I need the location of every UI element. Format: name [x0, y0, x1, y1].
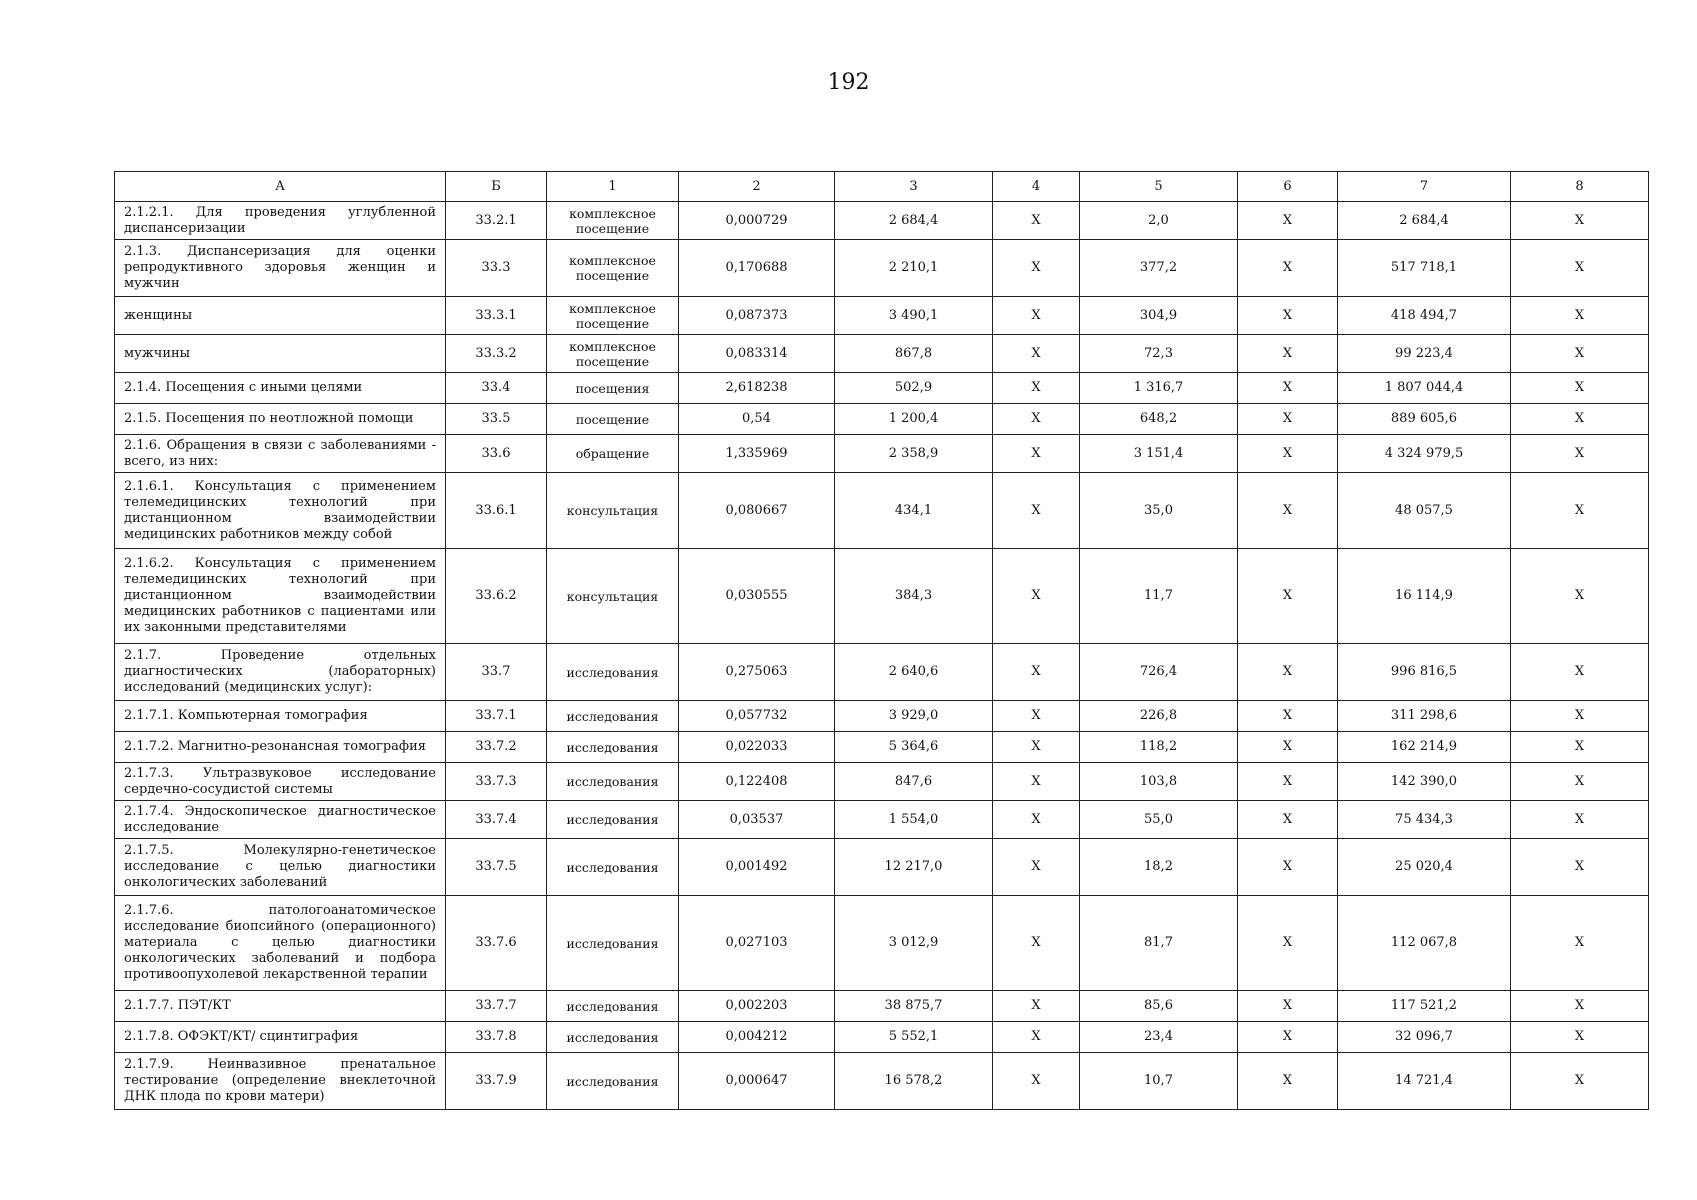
row-col4-cell: X — [993, 1022, 1080, 1053]
row-unit-cell: комплексное посещение — [547, 335, 679, 373]
table-row — [115, 732, 1649, 763]
table-row — [115, 1022, 1649, 1053]
row-name-cell: 2.1.5. Посещения по неотложной помощи — [115, 404, 446, 435]
row-code-cell: 33.2.1 — [446, 202, 547, 240]
table-row — [115, 763, 1649, 801]
row-code-cell: 33.7.7 — [446, 991, 547, 1022]
row-col3-cell: 502,9 — [835, 373, 993, 404]
row-col4-cell: X — [993, 801, 1080, 839]
row-col3-cell: 38 875,7 — [835, 991, 993, 1022]
row-code-cell: 33.7.9 — [446, 1053, 547, 1110]
row-col8-cell: X — [1511, 896, 1649, 991]
row-unit-cell: исследования — [547, 839, 679, 896]
row-col7-cell: 25 020,4 — [1338, 839, 1511, 896]
row-col3-cell: 867,8 — [835, 335, 993, 373]
row-col2-cell: 0,027103 — [679, 896, 835, 991]
row-col2-cell: 0,170688 — [679, 240, 835, 297]
row-col5-cell: 10,7 — [1080, 1053, 1238, 1110]
row-col4-cell: X — [993, 839, 1080, 896]
row-col8-cell: X — [1511, 373, 1649, 404]
row-col3-cell: 5 552,1 — [835, 1022, 993, 1053]
row-col7-cell: 142 390,0 — [1338, 763, 1511, 801]
row-col7-cell: 16 114,9 — [1338, 549, 1511, 644]
row-name-cell: 2.1.7.5. Молекулярно-генетическое исследование с целью диагностики онкологических заболеваний — [115, 839, 446, 896]
row-col3-cell: 16 578,2 — [835, 1053, 993, 1110]
row-col7-cell: 14 721,4 — [1338, 1053, 1511, 1110]
row-col8-cell: X — [1511, 763, 1649, 801]
row-col7-cell: 48 057,5 — [1338, 473, 1511, 549]
table-row — [115, 644, 1649, 701]
row-col8-cell: X — [1511, 435, 1649, 473]
row-col8-cell: X — [1511, 801, 1649, 839]
row-col8-cell: X — [1511, 202, 1649, 240]
row-col2-cell: 0,000647 — [679, 1053, 835, 1110]
row-name-cell: 2.1.7.2. Магнитно-резонансная томография — [115, 732, 446, 763]
row-col4-cell: X — [993, 991, 1080, 1022]
row-col5-cell: 85,6 — [1080, 991, 1238, 1022]
header-cell: 8 — [1511, 172, 1649, 202]
row-name-cell: 2.1.7.1. Компьютерная томография — [115, 701, 446, 732]
row-col6-cell: X — [1238, 763, 1338, 801]
row-code-cell: 33.3.2 — [446, 335, 547, 373]
table-row — [115, 240, 1649, 297]
row-unit-cell: посещения — [547, 373, 679, 404]
table-row — [115, 1053, 1649, 1110]
row-col6-cell: X — [1238, 839, 1338, 896]
row-col8-cell: X — [1511, 549, 1649, 644]
row-col8-cell: X — [1511, 240, 1649, 297]
row-col2-cell: 0,000729 — [679, 202, 835, 240]
row-name-cell: 2.1.4. Посещения с иными целями — [115, 373, 446, 404]
row-col7-cell: 4 324 979,5 — [1338, 435, 1511, 473]
row-col4-cell: X — [993, 644, 1080, 701]
row-col3-cell: 2 640,6 — [835, 644, 993, 701]
row-col8-cell: X — [1511, 839, 1649, 896]
row-col3-cell: 1 200,4 — [835, 404, 993, 435]
row-code-cell: 33.7.1 — [446, 701, 547, 732]
header-cell: 6 — [1238, 172, 1338, 202]
row-col3-cell: 2 684,4 — [835, 202, 993, 240]
row-col4-cell: X — [993, 896, 1080, 991]
row-name-cell: 2.1.7.3. Ультразвуковое исследование сердечно-сосудистой системы — [115, 763, 446, 801]
row-col2-cell: 2,618238 — [679, 373, 835, 404]
row-col2-cell: 0,030555 — [679, 549, 835, 644]
row-name-cell: мужчины — [115, 335, 446, 373]
row-col2-cell: 0,275063 — [679, 644, 835, 701]
page-number: 192 — [827, 70, 870, 95]
row-col3-cell: 3 012,9 — [835, 896, 993, 991]
row-col3-cell: 2 210,1 — [835, 240, 993, 297]
row-col8-cell: X — [1511, 732, 1649, 763]
header-cell: 1 — [547, 172, 679, 202]
row-col4-cell: X — [993, 373, 1080, 404]
row-col4-cell: X — [993, 240, 1080, 297]
row-col2-cell: 0,087373 — [679, 297, 835, 335]
row-unit-cell: исследования — [547, 801, 679, 839]
row-col4-cell: X — [993, 202, 1080, 240]
row-col8-cell: X — [1511, 1053, 1649, 1110]
table-row — [115, 335, 1649, 373]
header-cell: Б — [446, 172, 547, 202]
row-unit-cell: исследования — [547, 701, 679, 732]
row-name-cell: 2.1.7.9. Неинвазивное пренатальное тестирование (определение внеклеточной ДНК плода по крови матери) — [115, 1053, 446, 1110]
row-col2-cell: 0,001492 — [679, 839, 835, 896]
header-row — [115, 172, 1649, 202]
row-name-cell: 2.1.7.4. Эндоскопическое диагностическое исследование — [115, 801, 446, 839]
row-col4-cell: X — [993, 473, 1080, 549]
row-col8-cell: X — [1511, 701, 1649, 732]
table-row — [115, 473, 1649, 549]
row-unit-cell: исследования — [547, 991, 679, 1022]
row-col2-cell: 1,335969 — [679, 435, 835, 473]
row-name-cell: 2.1.6. Обращения в связи с заболеваниями - всего, из них: — [115, 435, 446, 473]
table-row — [115, 991, 1649, 1022]
row-col6-cell: X — [1238, 240, 1338, 297]
row-unit-cell: комплексное посещение — [547, 202, 679, 240]
row-code-cell: 33.3.1 — [446, 297, 547, 335]
row-col3-cell: 5 364,6 — [835, 732, 993, 763]
row-col4-cell: X — [993, 763, 1080, 801]
row-col5-cell: 3 151,4 — [1080, 435, 1238, 473]
table-row — [115, 435, 1649, 473]
row-col2-cell: 0,022033 — [679, 732, 835, 763]
row-unit-cell: исследования — [547, 1053, 679, 1110]
row-col4-cell: X — [993, 435, 1080, 473]
row-code-cell: 33.7.6 — [446, 896, 547, 991]
row-col5-cell: 1 316,7 — [1080, 373, 1238, 404]
row-col5-cell: 226,8 — [1080, 701, 1238, 732]
row-col5-cell: 648,2 — [1080, 404, 1238, 435]
row-col8-cell: X — [1511, 404, 1649, 435]
row-unit-cell: комплексное посещение — [547, 240, 679, 297]
row-unit-cell: исследования — [547, 896, 679, 991]
row-col7-cell: 889 605,6 — [1338, 404, 1511, 435]
row-code-cell: 33.3 — [446, 240, 547, 297]
row-col3-cell: 3 490,1 — [835, 297, 993, 335]
row-code-cell: 33.6.2 — [446, 549, 547, 644]
row-col5-cell: 18,2 — [1080, 839, 1238, 896]
row-unit-cell: комплексное посещение — [547, 297, 679, 335]
row-col6-cell: X — [1238, 701, 1338, 732]
row-name-cell: 2.1.6.1. Консультация с применением телемедицинских технологий при дистанционном взаимодействии медицинских работников между собой — [115, 473, 446, 549]
row-col5-cell: 81,7 — [1080, 896, 1238, 991]
row-unit-cell: исследования — [547, 732, 679, 763]
row-col5-cell: 304,9 — [1080, 297, 1238, 335]
row-name-cell: 2.1.7.6. патологоанатомическое исследование биопсийного (операционного) материала с целью диагностики онкологических заболеваний и подбора противоопухолевой лекарственной терапии — [115, 896, 446, 991]
row-code-cell: 33.6 — [446, 435, 547, 473]
row-unit-cell: исследования — [547, 644, 679, 701]
row-col4-cell: X — [993, 1053, 1080, 1110]
row-col5-cell: 72,3 — [1080, 335, 1238, 373]
row-name-cell: 2.1.2.1. Для проведения углубленной диспансеризации — [115, 202, 446, 240]
row-col2-cell: 0,004212 — [679, 1022, 835, 1053]
row-col6-cell: X — [1238, 404, 1338, 435]
row-name-cell: 2.1.7. Проведение отдельных диагностических (лабораторных) исследований (медицинских услуг): — [115, 644, 446, 701]
row-col5-cell: 726,4 — [1080, 644, 1238, 701]
row-col4-cell: X — [993, 297, 1080, 335]
row-col6-cell: X — [1238, 1022, 1338, 1053]
row-col6-cell: X — [1238, 896, 1338, 991]
row-col4-cell: X — [993, 732, 1080, 763]
row-col7-cell: 311 298,6 — [1338, 701, 1511, 732]
row-col2-cell: 0,54 — [679, 404, 835, 435]
table-row — [115, 297, 1649, 335]
row-col6-cell: X — [1238, 549, 1338, 644]
row-col8-cell: X — [1511, 335, 1649, 373]
row-code-cell: 33.7.3 — [446, 763, 547, 801]
row-col7-cell: 996 816,5 — [1338, 644, 1511, 701]
row-col3-cell: 1 554,0 — [835, 801, 993, 839]
row-code-cell: 33.7 — [446, 644, 547, 701]
row-col7-cell: 99 223,4 — [1338, 335, 1511, 373]
row-unit-cell: исследования — [547, 1022, 679, 1053]
row-col3-cell: 384,3 — [835, 549, 993, 644]
header-cell: А — [115, 172, 446, 202]
header-cell: 2 — [679, 172, 835, 202]
row-col7-cell: 517 718,1 — [1338, 240, 1511, 297]
row-col5-cell: 118,2 — [1080, 732, 1238, 763]
row-col5-cell: 55,0 — [1080, 801, 1238, 839]
row-unit-cell: исследования — [547, 763, 679, 801]
row-col8-cell: X — [1511, 1022, 1649, 1053]
data-table — [114, 171, 1649, 1110]
table-row — [115, 896, 1649, 991]
row-col7-cell: 2 684,4 — [1338, 202, 1511, 240]
table-row — [115, 202, 1649, 240]
row-code-cell: 33.7.8 — [446, 1022, 547, 1053]
row-col2-cell: 0,03537 — [679, 801, 835, 839]
row-col4-cell: X — [993, 701, 1080, 732]
row-col6-cell: X — [1238, 435, 1338, 473]
row-col8-cell: X — [1511, 473, 1649, 549]
row-col2-cell: 0,002203 — [679, 991, 835, 1022]
row-col6-cell: X — [1238, 335, 1338, 373]
row-col7-cell: 117 521,2 — [1338, 991, 1511, 1022]
row-col7-cell: 112 067,8 — [1338, 896, 1511, 991]
row-col6-cell: X — [1238, 991, 1338, 1022]
row-col8-cell: X — [1511, 644, 1649, 701]
row-code-cell: 33.5 — [446, 404, 547, 435]
row-unit-cell: консультация — [547, 473, 679, 549]
row-name-cell: 2.1.7.7. ПЭТ/КТ — [115, 991, 446, 1022]
row-col3-cell: 434,1 — [835, 473, 993, 549]
row-unit-cell: посещение — [547, 404, 679, 435]
row-col6-cell: X — [1238, 1053, 1338, 1110]
row-col6-cell: X — [1238, 732, 1338, 763]
row-col3-cell: 847,6 — [835, 763, 993, 801]
row-name-cell: 2.1.6.2. Консультация с применением телемедицинских технологий при дистанционном взаимодействии медицинских работников с пациентами или их законными представителями — [115, 549, 446, 644]
row-col7-cell: 1 807 044,4 — [1338, 373, 1511, 404]
row-col6-cell: X — [1238, 801, 1338, 839]
row-col5-cell: 11,7 — [1080, 549, 1238, 644]
row-col5-cell: 2,0 — [1080, 202, 1238, 240]
row-col7-cell: 162 214,9 — [1338, 732, 1511, 763]
row-col5-cell: 23,4 — [1080, 1022, 1238, 1053]
row-unit-cell: обращение — [547, 435, 679, 473]
row-code-cell: 33.7.2 — [446, 732, 547, 763]
row-col6-cell: X — [1238, 373, 1338, 404]
row-col6-cell: X — [1238, 644, 1338, 701]
row-code-cell: 33.6.1 — [446, 473, 547, 549]
table-row — [115, 549, 1649, 644]
row-code-cell: 33.4 — [446, 373, 547, 404]
table-body — [115, 202, 1649, 1110]
row-col8-cell: X — [1511, 991, 1649, 1022]
row-col7-cell: 418 494,7 — [1338, 297, 1511, 335]
table-row — [115, 404, 1649, 435]
row-col3-cell: 2 358,9 — [835, 435, 993, 473]
row-col7-cell: 75 434,3 — [1338, 801, 1511, 839]
row-col2-cell: 0,122408 — [679, 763, 835, 801]
header-cell: 4 — [993, 172, 1080, 202]
row-unit-cell: консультация — [547, 549, 679, 644]
row-name-cell: 2.1.7.8. ОФЭКТ/КТ/ сцинтиграфия — [115, 1022, 446, 1053]
row-code-cell: 33.7.4 — [446, 801, 547, 839]
table-row — [115, 801, 1649, 839]
row-col4-cell: X — [993, 549, 1080, 644]
table-row — [115, 701, 1649, 732]
row-col5-cell: 377,2 — [1080, 240, 1238, 297]
row-col3-cell: 3 929,0 — [835, 701, 993, 732]
row-col3-cell: 12 217,0 — [835, 839, 993, 896]
table-row — [115, 839, 1649, 896]
table-row — [115, 373, 1649, 404]
row-code-cell: 33.7.5 — [446, 839, 547, 896]
row-col6-cell: X — [1238, 297, 1338, 335]
row-col5-cell: 103,8 — [1080, 763, 1238, 801]
row-col2-cell: 0,057732 — [679, 701, 835, 732]
row-name-cell: 2.1.3. Диспансеризация для оценки репродуктивного здоровья женщин и мужчин — [115, 240, 446, 297]
row-col2-cell: 0,083314 — [679, 335, 835, 373]
header-cell: 5 — [1080, 172, 1238, 202]
row-col2-cell: 0,080667 — [679, 473, 835, 549]
row-col4-cell: X — [993, 404, 1080, 435]
row-col4-cell: X — [993, 335, 1080, 373]
header-cell: 3 — [835, 172, 993, 202]
row-col8-cell: X — [1511, 297, 1649, 335]
header-cell: 7 — [1338, 172, 1511, 202]
row-col6-cell: X — [1238, 202, 1338, 240]
row-name-cell: женщины — [115, 297, 446, 335]
row-col6-cell: X — [1238, 473, 1338, 549]
row-col5-cell: 35,0 — [1080, 473, 1238, 549]
row-col7-cell: 32 096,7 — [1338, 1022, 1511, 1053]
